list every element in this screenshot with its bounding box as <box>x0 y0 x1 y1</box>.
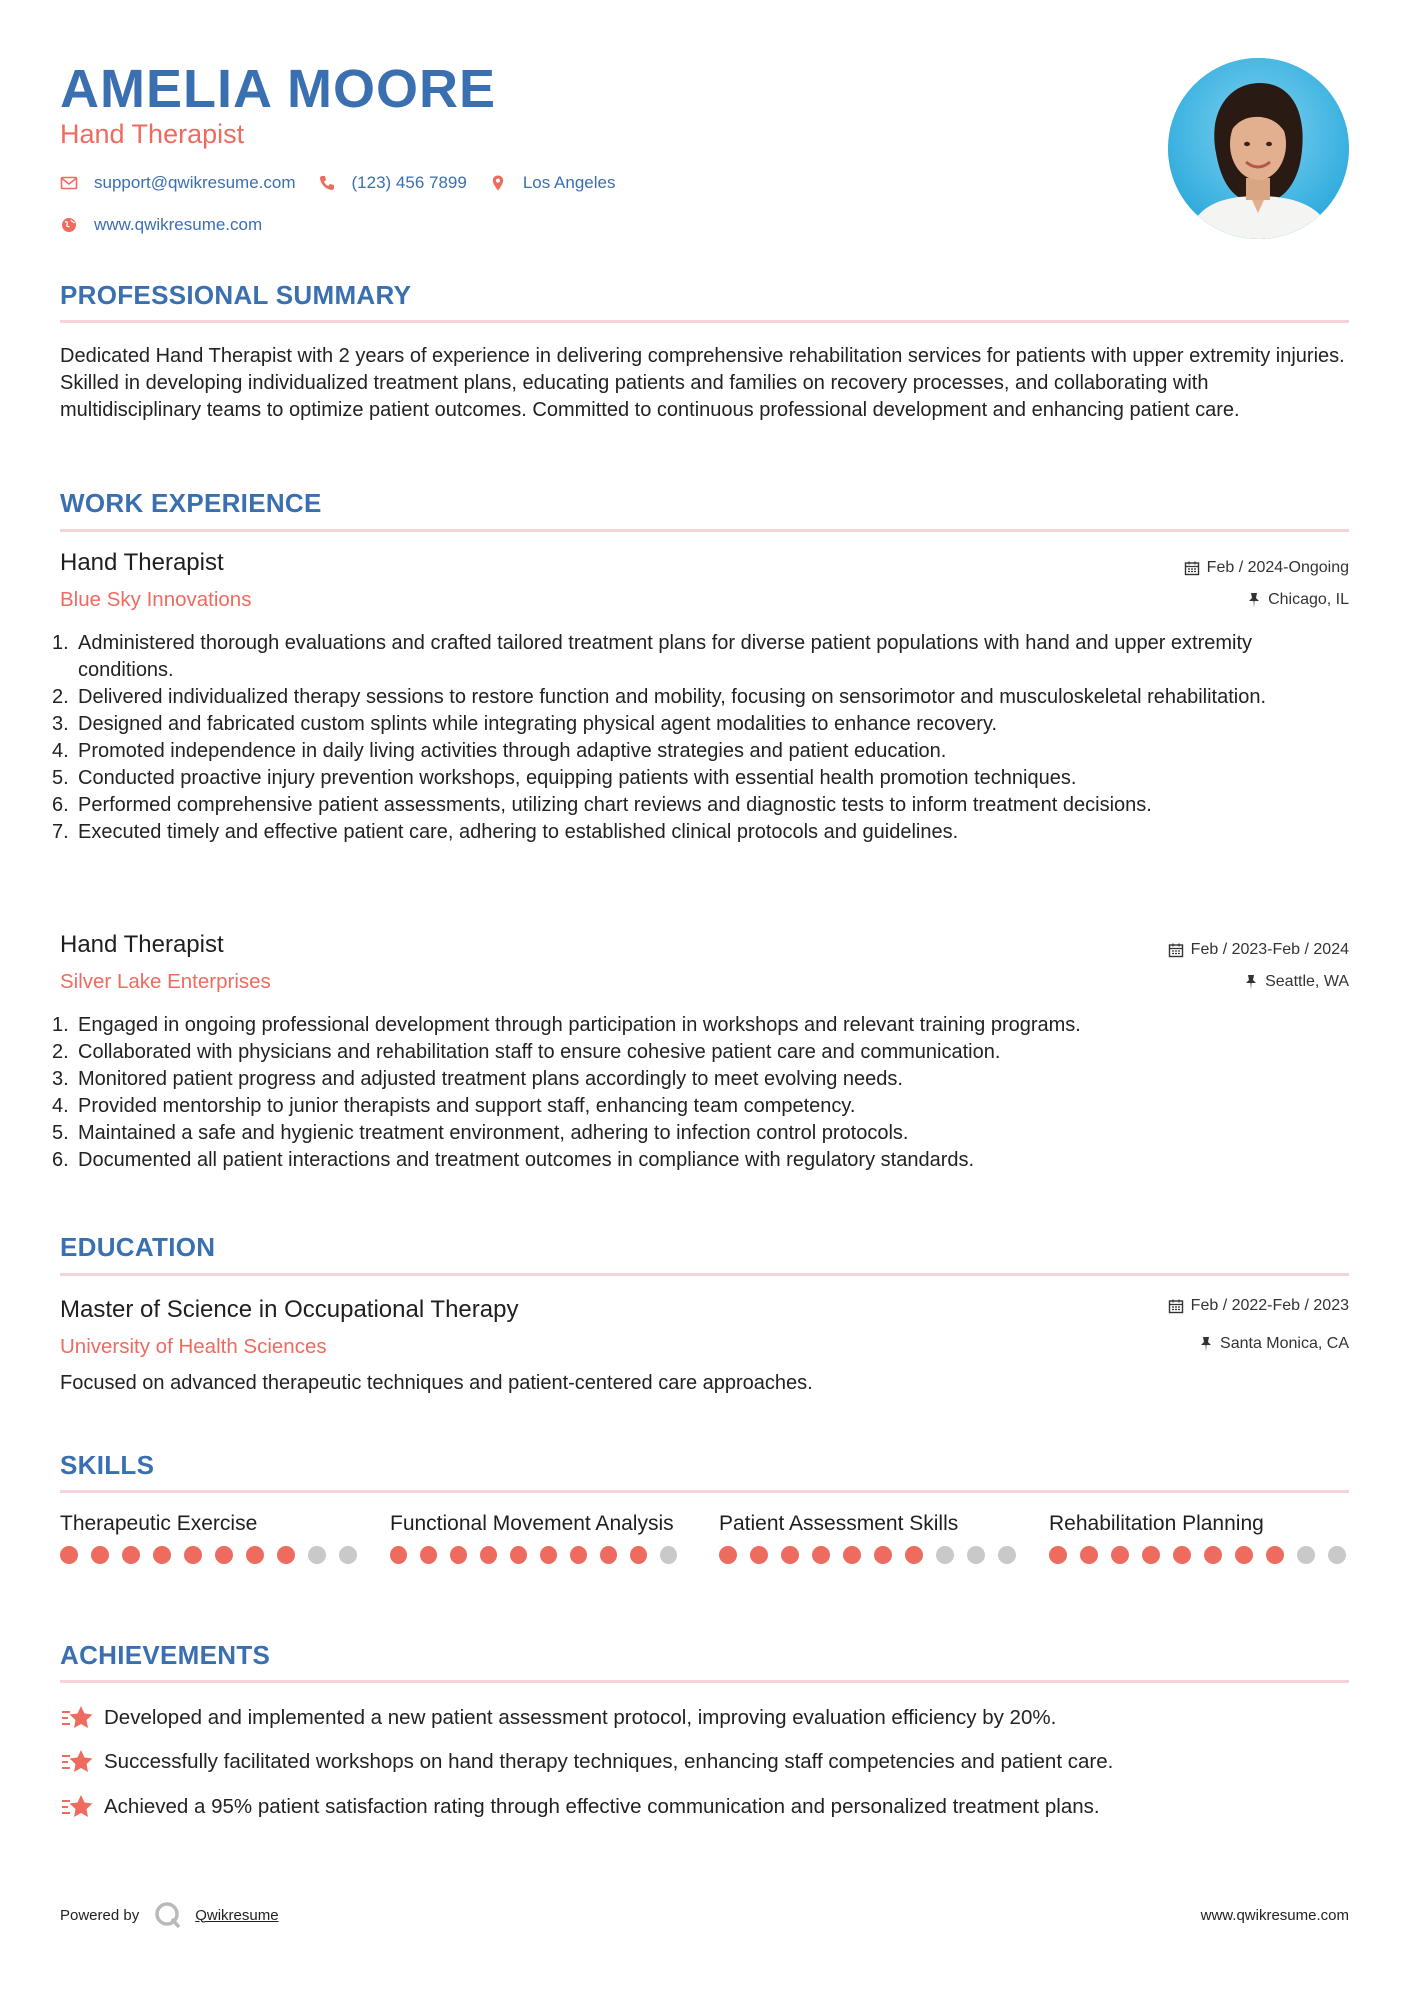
list-item: 4. Provided mentorship to junior therapists and support staff, enhancing team competency. <box>52 1095 856 1117</box>
rating-dot-filled <box>390 1546 407 1564</box>
phone-text: (123) 456 7899 <box>351 173 467 192</box>
rating-dot-filled <box>60 1546 78 1564</box>
list-item: 6. Documented all patient interactions and treatment outcomes in compliance with regulatory standards. <box>52 1149 975 1171</box>
rating-dot-empty <box>998 1546 1016 1564</box>
rating-dot-filled <box>843 1546 861 1564</box>
education-location <box>1199 1335 1349 1353</box>
rating-dot-filled <box>540 1546 557 1564</box>
achievement-item <box>60 1748 1113 1776</box>
calendar-icon <box>1168 1298 1184 1314</box>
experience-divider <box>60 529 1349 532</box>
list-item: 1. Administered thorough evaluations and crafted tailored treatment plans for diverse patient populations with hand and upper extremity conditions. <box>52 632 1253 681</box>
job-2-company: Silver Lake Enterprises <box>60 970 271 993</box>
education-dates <box>1168 1297 1349 1315</box>
rating-dot-filled <box>630 1546 647 1564</box>
education-dates-text: Feb / 2022-Feb / 2023 <box>1190 1297 1349 1314</box>
rating-dot-filled <box>1173 1546 1191 1564</box>
rating-dot-filled <box>1111 1546 1129 1564</box>
powered-by-label: Powered by <box>60 1906 140 1924</box>
rating-dot-filled <box>812 1546 830 1564</box>
achievement-text: Developed and implemented a new patient assessment protocol, improving evaluation efficiency by 20%. <box>104 1706 1057 1729</box>
education-heading: EDUCATION <box>60 1232 216 1262</box>
achievement-text: Achieved a 95% patient satisfaction rating through effective communication and personalized treatment plans. <box>104 1795 1100 1818</box>
job-1-responsibilities <box>52 630 1349 846</box>
portrait-illustration <box>1168 58 1349 239</box>
rating-dot-filled <box>122 1546 140 1564</box>
skill-rating <box>60 1546 370 1564</box>
rating-dot-empty <box>308 1546 326 1564</box>
job-2-dates-text: Feb / 2023-Feb / 2024 <box>1190 941 1349 958</box>
skill-name: Rehabilitation Planning <box>1049 1512 1264 1535</box>
skill-item <box>719 1510 1029 1564</box>
job-1-title: Hand Therapist <box>60 549 224 576</box>
job-2-title: Hand Therapist <box>60 931 224 958</box>
rating-dot-empty <box>1297 1546 1315 1564</box>
achievement-item <box>60 1793 1100 1821</box>
rating-dot-filled <box>1142 1546 1160 1564</box>
rating-dot-filled <box>1204 1546 1222 1564</box>
rating-dot-filled <box>905 1546 923 1564</box>
star-award-icon <box>60 1704 94 1732</box>
job-2-dates <box>1168 941 1349 959</box>
rating-dot-filled <box>480 1546 497 1564</box>
skills-divider <box>60 1490 1349 1493</box>
website-text: www.qwikresume.com <box>94 215 263 234</box>
education-school: University of Health Sciences <box>60 1335 327 1358</box>
qwikresume-logo-icon <box>153 1900 183 1930</box>
list-item: 1. Engaged in ongoing professional development through participation in workshops and relevant training programs. <box>52 1014 1081 1036</box>
rating-dot-filled <box>874 1546 892 1564</box>
rating-dot-filled <box>510 1546 527 1564</box>
job-1-dates-text: Feb / 2024-Ongoing <box>1206 559 1349 576</box>
skill-rating <box>1049 1546 1359 1564</box>
footer-powered-by <box>60 1900 279 1930</box>
job-2-location-text: Seattle, WA <box>1265 973 1349 990</box>
job-2-responsibilities <box>52 1012 1349 1174</box>
rating-dot-filled <box>420 1546 437 1564</box>
rating-dot-empty <box>339 1546 357 1564</box>
summary-heading: PROFESSIONAL SUMMARY <box>60 280 412 310</box>
rating-dot-filled <box>1080 1546 1098 1564</box>
education-description: Focused on advanced therapeutic techniques and patient-centered care approaches. <box>60 1372 813 1394</box>
footer-website[interactable]: www.qwikresume.com <box>1200 1907 1349 1924</box>
envelope-icon <box>60 174 78 192</box>
rating-dot-filled <box>450 1546 467 1564</box>
job-1-location-text: Chicago, IL <box>1268 591 1349 608</box>
brand-link[interactable]: Qwikresume <box>195 1906 279 1924</box>
skills-heading: SKILLS <box>60 1450 155 1480</box>
rating-dot-filled <box>600 1546 617 1564</box>
contact-website[interactable] <box>60 215 262 235</box>
list-item: 5. Maintained a safe and hygienic treatment environment, adhering to infection control protocols. <box>52 1122 909 1144</box>
rating-dot-filled <box>277 1546 295 1564</box>
rating-dot-filled <box>719 1546 737 1564</box>
achievement-item <box>60 1704 1056 1732</box>
contact-phone[interactable] <box>318 173 467 193</box>
skill-name: Functional Movement Analysis <box>390 1512 674 1535</box>
job-1-location <box>1247 591 1349 609</box>
globe-icon <box>60 216 78 234</box>
skill-item <box>1049 1510 1359 1564</box>
summary-divider <box>60 320 1349 323</box>
achievements-divider <box>60 1680 1349 1683</box>
skill-item <box>390 1510 690 1564</box>
skill-name: Patient Assessment Skills <box>719 1512 959 1535</box>
pushpin-icon <box>1247 592 1261 608</box>
education-location-text: Santa Monica, CA <box>1220 1335 1349 1352</box>
contact-row-secondary <box>60 215 284 235</box>
job-1-company: Blue Sky Innovations <box>60 588 252 611</box>
list-item: 3. Designed and fabricated custom splints while integrating physical agent modalities to enhance recovery. <box>52 713 998 735</box>
rating-dot-filled <box>781 1546 799 1564</box>
rating-dot-filled <box>570 1546 587 1564</box>
contact-row-primary <box>60 173 637 193</box>
rating-dot-empty <box>660 1546 677 1564</box>
job-2-location <box>1244 973 1349 991</box>
candidate-role: Hand Therapist <box>60 119 245 149</box>
rating-dot-filled <box>1235 1546 1253 1564</box>
contact-email[interactable] <box>60 173 296 193</box>
rating-dot-filled <box>1049 1546 1067 1564</box>
rating-dot-filled <box>1266 1546 1284 1564</box>
rating-dot-filled <box>91 1546 109 1564</box>
list-item: 3. Monitored patient progress and adjusted treatment plans accordingly to meet evolving needs. <box>52 1068 903 1090</box>
rating-dot-empty <box>1328 1546 1346 1564</box>
achievements-heading: ACHIEVEMENTS <box>60 1640 271 1670</box>
list-item: 7. Executed timely and effective patient care, adhering to established clinical protocols and guidelines. <box>52 821 959 843</box>
education-degree: Master of Science in Occupational Therapy <box>60 1296 519 1323</box>
map-pin-icon <box>489 174 507 192</box>
list-item: 4. Promoted independence in daily living activities through adaptive strategies and patient education. <box>52 740 947 762</box>
candidate-name: AMELIA MOORE <box>60 59 496 119</box>
list-item: 5. Conducted proactive injury prevention workshops, equipping patients with essential health promotion techniques. <box>52 767 1077 789</box>
contact-location <box>489 173 616 193</box>
star-award-icon <box>60 1748 94 1776</box>
calendar-icon <box>1168 942 1184 958</box>
star-award-icon <box>60 1793 94 1821</box>
skill-name: Therapeutic Exercise <box>60 1512 258 1535</box>
list-item: 6. Performed comprehensive patient assessments, utilizing chart reviews and diagnostic tests to inform treatment decisions. <box>52 794 1152 816</box>
education-divider <box>60 1273 1349 1276</box>
skill-rating <box>719 1546 1029 1564</box>
skill-rating <box>390 1546 690 1564</box>
phone-icon <box>318 174 336 192</box>
list-item: 2. Delivered individualized therapy sessions to restore function and mobility, focusing on sensorimotor and musculoskeletal rehabilitation. <box>52 686 1267 708</box>
pushpin-icon <box>1199 1336 1213 1352</box>
rating-dot-filled <box>184 1546 202 1564</box>
list-item: 2. Collaborated with physicians and rehabilitation staff to ensure cohesive patient care and communication. <box>52 1041 1001 1063</box>
rating-dot-filled <box>215 1546 233 1564</box>
email-text: support@qwikresume.com <box>94 173 296 192</box>
rating-dot-empty <box>936 1546 954 1564</box>
summary-text: Dedicated Hand Therapist with 2 years of experience in delivering comprehensive rehabilitation services for patients with upper extremity injuries. Skilled in developing individualized treatment plans, educating patients and families on recovery processes, and collaborating with multidisciplinary teams to optimize patient outcomes. Committed to continuous professional development and enhancing patient care. <box>60 345 1345 421</box>
calendar-icon <box>1184 560 1200 576</box>
pushpin-icon <box>1244 974 1258 990</box>
job-1-dates <box>1184 559 1349 577</box>
rating-dot-filled <box>246 1546 264 1564</box>
rating-dot-empty <box>967 1546 985 1564</box>
experience-heading: WORK EXPERIENCE <box>60 488 322 518</box>
profile-photo <box>1168 58 1349 239</box>
location-text: Los Angeles <box>522 173 616 192</box>
rating-dot-filled <box>153 1546 171 1564</box>
rating-dot-filled <box>750 1546 768 1564</box>
skill-item <box>60 1510 370 1564</box>
achievement-text: Successfully facilitated workshops on hand therapy techniques, enhancing staff competencies and patient care. <box>104 1750 1114 1773</box>
